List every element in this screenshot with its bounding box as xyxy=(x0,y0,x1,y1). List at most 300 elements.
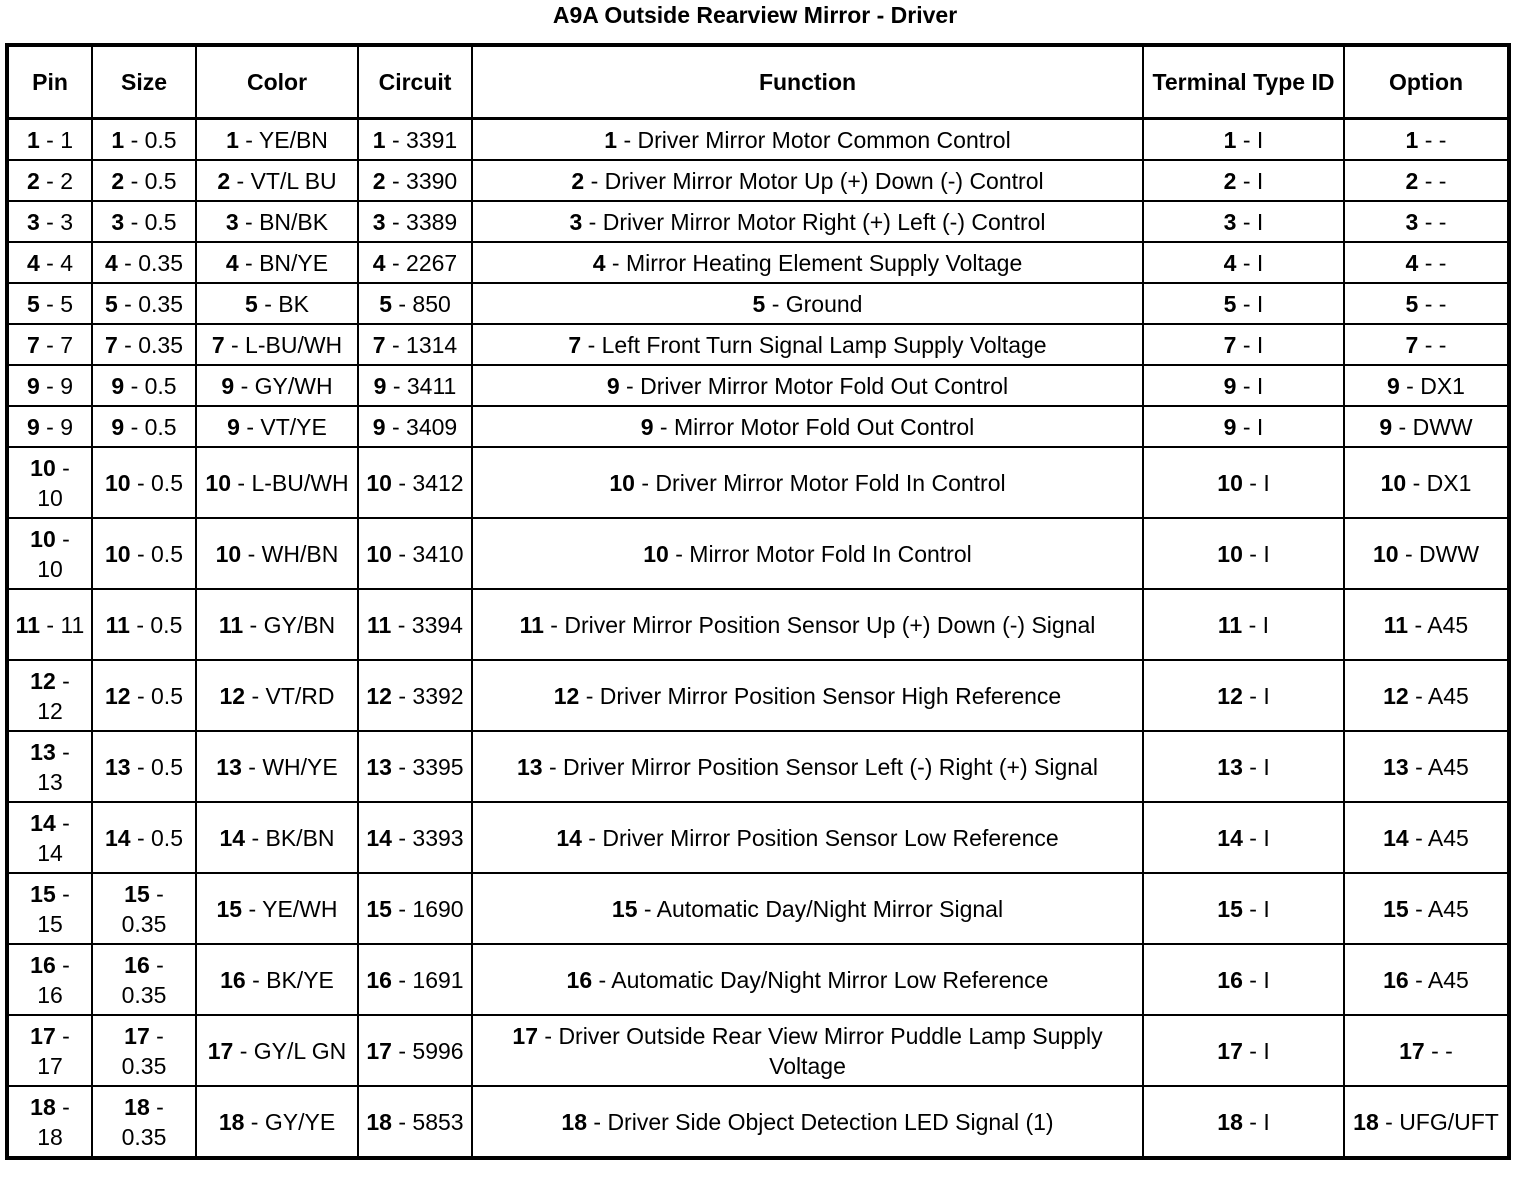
cell-pin-number: 10 xyxy=(30,454,56,481)
cell-option xyxy=(1344,873,1509,944)
cell-terminal-number: 15 xyxy=(1217,895,1243,922)
cell-size xyxy=(92,802,196,873)
cell-size-number: 9 xyxy=(111,372,125,399)
cell-size xyxy=(92,406,196,447)
cell-function xyxy=(472,324,1143,365)
cell-terminal xyxy=(1143,406,1344,447)
cell-option xyxy=(1344,1086,1509,1158)
cell-terminal-number: 17 xyxy=(1217,1037,1243,1064)
cell-function-value: - Mirror Motor Fold In Control xyxy=(668,540,972,567)
cell-function xyxy=(472,119,1143,161)
cell-size-number: 1 xyxy=(111,126,125,153)
cell-pin xyxy=(7,873,92,944)
cell-pin-value: - 13 xyxy=(37,738,70,795)
cell-pin-number: 15 xyxy=(30,880,56,907)
cell-size xyxy=(92,518,196,589)
cell-pin-number: 18 xyxy=(30,1093,56,1120)
cell-color-value: - WH/BN xyxy=(241,540,339,567)
cell-function-value: - Automatic Day/Night Mirror Low Reference xyxy=(592,966,1049,993)
cell-option-number: 16 xyxy=(1383,966,1409,993)
cell-function-number: 9 xyxy=(606,372,620,399)
cell-pin-value: - 1 xyxy=(39,126,74,153)
cell-function xyxy=(472,406,1143,447)
column-header-pin: Pin xyxy=(7,45,92,119)
cell-pin xyxy=(7,731,92,802)
table-row xyxy=(7,242,1509,283)
cell-size-number: 15 xyxy=(124,880,150,907)
cell-circuit-value: - 5853 xyxy=(391,1108,464,1135)
cell-terminal-value: - I xyxy=(1236,413,1264,440)
cell-size-value: - 0.5 xyxy=(130,540,183,567)
cell-option-number: 15 xyxy=(1383,895,1409,922)
cell-color xyxy=(196,447,358,518)
cell-terminal xyxy=(1143,518,1344,589)
cell-function-value: - Driver Mirror Motor Up (+) Down (-) Control xyxy=(584,167,1044,194)
cell-color-value: - GY/WH xyxy=(234,372,333,399)
cell-option-value: - - xyxy=(1418,126,1447,153)
cell-pin xyxy=(7,518,92,589)
cell-terminal xyxy=(1143,447,1344,518)
cell-pin-value: - 2 xyxy=(39,167,74,194)
cell-size-number: 18 xyxy=(124,1093,150,1120)
cell-function-value: - Driver Mirror Position Sensor Left (-) Right (+) Signal xyxy=(542,753,1098,780)
cell-terminal xyxy=(1143,589,1344,660)
cell-terminal-number: 14 xyxy=(1217,824,1243,851)
cell-option-number: 9 xyxy=(1387,372,1400,399)
cell-color xyxy=(196,365,358,406)
cell-color xyxy=(196,406,358,447)
cell-size-value: - 0.5 xyxy=(130,753,183,780)
cell-function-value: - Mirror Heating Element Supply Voltage xyxy=(605,249,1023,276)
cell-terminal xyxy=(1143,873,1344,944)
cell-color-value: - VT/RD xyxy=(245,682,335,709)
cell-terminal-number: 1 xyxy=(1223,126,1237,153)
cell-pin xyxy=(7,160,92,201)
cell-color xyxy=(196,160,358,201)
cell-size-value: - 0.5 xyxy=(124,167,177,194)
cell-pin xyxy=(7,1015,92,1086)
cell-option xyxy=(1344,447,1509,518)
cell-option-number: 18 xyxy=(1353,1108,1379,1135)
cell-circuit-value: - 3389 xyxy=(385,208,458,235)
cell-size-value: - 0.35 xyxy=(117,249,183,276)
cell-color-value: - VT/YE xyxy=(239,413,327,440)
cell-function-value: - Driver Mirror Position Sensor High Reference xyxy=(579,682,1062,709)
column-header-color: Color xyxy=(196,45,358,119)
cell-color-value: - BK xyxy=(257,290,309,317)
cell-pin xyxy=(7,944,92,1015)
cell-circuit-value: - 1691 xyxy=(391,966,464,993)
cell-pin-number: 17 xyxy=(30,1022,56,1049)
cell-terminal-value: - I xyxy=(1242,469,1270,496)
cell-option-number: 10 xyxy=(1380,469,1407,496)
cell-size-number: 13 xyxy=(104,753,131,780)
cell-size xyxy=(92,160,196,201)
cell-option-number: 10 xyxy=(1372,540,1399,567)
cell-function xyxy=(472,242,1143,283)
cell-circuit-number: 13 xyxy=(366,753,392,780)
cell-terminal-number: 9 xyxy=(1223,413,1237,440)
table-row xyxy=(7,660,1509,731)
cell-color xyxy=(196,1086,358,1158)
cell-option-number: 11 xyxy=(1383,611,1409,638)
cell-option xyxy=(1344,201,1509,242)
cell-function-number: 17 xyxy=(512,1022,538,1049)
cell-pin-value: - 12 xyxy=(37,667,70,724)
cell-pin xyxy=(7,1086,92,1158)
cell-color xyxy=(196,283,358,324)
cell-option xyxy=(1344,660,1509,731)
cell-function xyxy=(472,589,1143,660)
cell-circuit-number: 15 xyxy=(366,895,392,922)
cell-size xyxy=(92,873,196,944)
cell-pin-value: - 11 xyxy=(40,611,85,638)
cell-pin-number: 12 xyxy=(30,667,56,694)
cell-color xyxy=(196,324,358,365)
column-header-function: Function xyxy=(472,45,1143,119)
cell-circuit-value: - 3410 xyxy=(391,540,464,567)
cell-size-number: 3 xyxy=(111,208,125,235)
cell-function-number: 12 xyxy=(553,682,580,709)
cell-color-number: 5 xyxy=(245,290,258,317)
cell-circuit-number: 4 xyxy=(372,249,386,276)
table-row xyxy=(7,406,1509,447)
cell-color-value: - BN/YE xyxy=(238,249,329,276)
cell-size xyxy=(92,660,196,731)
cell-function-value: - Driver Mirror Motor Common Control xyxy=(617,126,1011,153)
cell-terminal xyxy=(1143,1086,1344,1158)
cell-option-value: - - xyxy=(1418,208,1447,235)
cell-circuit-number: 9 xyxy=(373,372,387,399)
cell-function xyxy=(472,160,1143,201)
cell-size-value: - 0.5 xyxy=(124,413,177,440)
cell-color-value: - WH/YE xyxy=(241,753,338,780)
table-row xyxy=(7,365,1509,406)
cell-function xyxy=(472,873,1143,944)
cell-pin-number: 9 xyxy=(26,372,40,399)
cell-function-value: - Driver Outside Rear View Mirror Puddle Lamp Supply Voltage xyxy=(538,1022,1103,1079)
cell-pin-number: 10 xyxy=(30,525,56,552)
cell-function-number: 18 xyxy=(561,1108,587,1135)
cell-pin-value: - 14 xyxy=(37,809,70,866)
cell-option-number: 1 xyxy=(1405,126,1419,153)
cell-terminal xyxy=(1143,324,1344,365)
cell-terminal-number: 9 xyxy=(1223,372,1237,399)
cell-size-value: - 0.35 xyxy=(117,290,183,317)
cell-option xyxy=(1344,324,1509,365)
cell-option xyxy=(1344,406,1509,447)
cell-function xyxy=(472,802,1143,873)
cell-color-number: 11 xyxy=(218,611,244,638)
cell-function-value: - Mirror Motor Fold Out Control xyxy=(653,413,975,440)
cell-size xyxy=(92,731,196,802)
cell-circuit xyxy=(358,873,472,944)
cell-color-number: 17 xyxy=(207,1037,234,1064)
cell-circuit-number: 10 xyxy=(366,540,392,567)
cell-circuit-number: 1 xyxy=(372,126,386,153)
cell-size-number: 14 xyxy=(104,824,131,851)
cell-size xyxy=(92,324,196,365)
cell-color-value: - VT/L BU xyxy=(230,167,337,194)
cell-terminal-value: - I xyxy=(1236,208,1264,235)
cell-function-number: 5 xyxy=(752,290,766,317)
cell-size-number: 10 xyxy=(104,540,131,567)
cell-color-value: - BK/YE xyxy=(245,966,334,993)
cell-function xyxy=(472,1015,1143,1086)
cell-function xyxy=(472,944,1143,1015)
cell-circuit-value: - 3393 xyxy=(391,824,464,851)
cell-option xyxy=(1344,802,1509,873)
cell-option xyxy=(1344,1015,1509,1086)
cell-function-number: 10 xyxy=(643,540,669,567)
cell-option-number: 9 xyxy=(1379,413,1393,440)
cell-color-value: - GY/L GN xyxy=(233,1037,347,1064)
cell-option xyxy=(1344,518,1509,589)
cell-size-value: - 0.35 xyxy=(121,1093,167,1150)
cell-terminal-value: - I xyxy=(1242,753,1270,780)
cell-color-number: 4 xyxy=(225,249,239,276)
cell-option xyxy=(1344,589,1509,660)
cell-size xyxy=(92,1015,196,1086)
table-row xyxy=(7,1086,1509,1158)
cell-option-number: 13 xyxy=(1383,753,1409,780)
cell-function-number: 9 xyxy=(640,413,654,440)
cell-terminal-value: - I xyxy=(1236,167,1264,194)
table-header-row xyxy=(7,45,1509,119)
table-row xyxy=(7,119,1509,161)
cell-terminal-number: 3 xyxy=(1223,208,1237,235)
cell-pin xyxy=(7,242,92,283)
cell-terminal-value: - I xyxy=(1242,611,1270,638)
cell-size-value: - 0.5 xyxy=(129,611,183,638)
cell-color-number: 2 xyxy=(217,167,231,194)
cell-function-value: - Left Front Turn Signal Lamp Supply Voltage xyxy=(581,331,1047,358)
cell-pin xyxy=(7,201,92,242)
cell-circuit xyxy=(358,201,472,242)
cell-pin-number: 1 xyxy=(26,126,40,153)
cell-option-value: - DX1 xyxy=(1406,469,1472,496)
cell-circuit-value: - 2267 xyxy=(385,249,458,276)
cell-pin-value: - 15 xyxy=(37,880,70,937)
cell-option xyxy=(1344,160,1509,201)
cell-circuit-number: 14 xyxy=(366,824,392,851)
cell-function-value: - Driver Side Object Detection LED Signal (1) xyxy=(587,1108,1054,1135)
cell-option xyxy=(1344,119,1509,161)
cell-terminal xyxy=(1143,365,1344,406)
cell-circuit xyxy=(358,731,472,802)
cell-size xyxy=(92,1086,196,1158)
cell-terminal-value: - I xyxy=(1242,824,1270,851)
cell-color-value: - YE/WH xyxy=(242,895,338,922)
cell-terminal-value: - I xyxy=(1236,290,1264,317)
cell-terminal-value: - I xyxy=(1242,540,1270,567)
cell-color-number: 9 xyxy=(227,413,240,440)
cell-function-value: - Driver Mirror Position Sensor Up (+) Down (-) Signal xyxy=(543,611,1096,638)
page-title: A9A Outside Rearview Mirror - Driver xyxy=(552,2,958,28)
cell-terminal-number: 13 xyxy=(1217,753,1243,780)
cell-terminal xyxy=(1143,119,1344,161)
cell-circuit-number: 9 xyxy=(372,413,386,440)
column-header-terminal-type-id: Terminal Type ID xyxy=(1143,45,1344,119)
cell-terminal-number: 10 xyxy=(1217,469,1243,496)
cell-pin xyxy=(7,447,92,518)
cell-terminal-number: 2 xyxy=(1223,167,1237,194)
cell-color-number: 16 xyxy=(220,966,246,993)
cell-option xyxy=(1344,944,1509,1015)
cell-size-number: 5 xyxy=(104,290,118,317)
cell-color xyxy=(196,201,358,242)
cell-option-value: - A45 xyxy=(1408,824,1469,851)
cell-circuit xyxy=(358,242,472,283)
cell-terminal-number: 11 xyxy=(1217,611,1243,638)
cell-size-value: - 0.5 xyxy=(130,824,183,851)
cell-option-number: 5 xyxy=(1405,290,1419,317)
cell-function-value: - Automatic Day/Night Mirror Signal xyxy=(637,895,1004,922)
cell-circuit-value: - 850 xyxy=(391,290,451,317)
cell-option-value: - - xyxy=(1418,167,1447,194)
cell-circuit xyxy=(358,447,472,518)
cell-color-number: 3 xyxy=(225,208,239,235)
cell-color-number: 10 xyxy=(205,469,232,496)
cell-pin-number: 7 xyxy=(26,331,40,358)
cell-option-value: - - xyxy=(1424,1037,1453,1064)
cell-pin-value: - 3 xyxy=(39,208,74,235)
cell-color-number: 7 xyxy=(211,331,225,358)
table-row xyxy=(7,324,1509,365)
cell-option-value: - - xyxy=(1418,249,1447,276)
cell-size-value: - 0.5 xyxy=(124,372,177,399)
cell-pin xyxy=(7,406,92,447)
cell-function-value: - Driver Mirror Position Sensor Low Reference xyxy=(581,824,1059,851)
cell-color-value: - GY/YE xyxy=(244,1108,336,1135)
cell-option-value: - A45 xyxy=(1408,611,1469,638)
cell-option-value: - A45 xyxy=(1408,753,1469,780)
cell-terminal-value: - I xyxy=(1242,1037,1270,1064)
cell-option-value: - UFG/UFT xyxy=(1378,1108,1499,1135)
cell-size-value: - 0.5 xyxy=(130,682,183,709)
cell-size-number: 9 xyxy=(111,413,125,440)
cell-color xyxy=(196,944,358,1015)
table-row xyxy=(7,201,1509,242)
cell-terminal xyxy=(1143,283,1344,324)
cell-color-value: - L-BU/WH xyxy=(224,331,343,358)
cell-size-number: 17 xyxy=(124,1022,150,1049)
table-row xyxy=(7,731,1509,802)
cell-function-number: 14 xyxy=(556,824,582,851)
cell-circuit xyxy=(358,802,472,873)
cell-size-number: 7 xyxy=(104,331,118,358)
cell-option-value: - A45 xyxy=(1408,966,1469,993)
cell-terminal xyxy=(1143,201,1344,242)
cell-size-value: - 0.5 xyxy=(130,469,183,496)
cell-size-number: 4 xyxy=(104,249,118,276)
cell-circuit-value: - 3395 xyxy=(391,753,464,780)
cell-circuit-value: - 1690 xyxy=(391,895,464,922)
cell-function-number: 3 xyxy=(569,208,583,235)
column-header-option: Option xyxy=(1344,45,1509,119)
cell-color xyxy=(196,802,358,873)
cell-function xyxy=(472,201,1143,242)
cell-color-number: 1 xyxy=(226,126,239,153)
cell-circuit-number: 17 xyxy=(366,1037,392,1064)
cell-size-number: 16 xyxy=(124,951,150,978)
cell-terminal-number: 16 xyxy=(1217,966,1243,993)
cell-color-value: - GY/BN xyxy=(243,611,336,638)
cell-size-value: - 0.35 xyxy=(121,951,167,1008)
cell-terminal xyxy=(1143,731,1344,802)
cell-function xyxy=(472,1086,1143,1158)
cell-circuit xyxy=(358,365,472,406)
cell-circuit-number: 18 xyxy=(366,1108,392,1135)
cell-circuit-value: - 3391 xyxy=(385,126,458,153)
cell-function xyxy=(472,447,1143,518)
cell-circuit-value: - 3392 xyxy=(391,682,464,709)
cell-pin-value: - 9 xyxy=(39,372,74,399)
cell-pin-number: 16 xyxy=(30,951,56,978)
cell-pin-value: - 16 xyxy=(37,951,70,1008)
cell-pin-number: 5 xyxy=(26,290,40,317)
cell-size-number: 2 xyxy=(111,167,125,194)
cell-function xyxy=(472,283,1143,324)
cell-color xyxy=(196,731,358,802)
cell-terminal-value: - I xyxy=(1242,895,1270,922)
cell-circuit-number: 5 xyxy=(379,290,392,317)
cell-function-number: 1 xyxy=(604,126,618,153)
cell-pin-value: - 10 xyxy=(37,525,70,582)
cell-color-number: 9 xyxy=(221,372,235,399)
cell-circuit-number: 11 xyxy=(367,611,392,638)
cell-circuit-number: 7 xyxy=(372,331,386,358)
cell-pin xyxy=(7,119,92,161)
cell-option-number: 17 xyxy=(1399,1037,1425,1064)
cell-circuit-value: - 3411 xyxy=(386,372,457,399)
cell-pin xyxy=(7,283,92,324)
cell-pin xyxy=(7,324,92,365)
cell-size xyxy=(92,447,196,518)
cell-color-number: 12 xyxy=(219,682,246,709)
cell-circuit xyxy=(358,283,472,324)
cell-circuit-number: 2 xyxy=(372,167,386,194)
cell-terminal-value: - I xyxy=(1236,126,1264,153)
cell-option-value: - A45 xyxy=(1408,895,1469,922)
cell-pin-value: - 18 xyxy=(37,1093,70,1150)
cell-color-value: - YE/BN xyxy=(238,126,328,153)
cell-option-number: 12 xyxy=(1383,682,1409,709)
cell-terminal xyxy=(1143,160,1344,201)
cell-circuit xyxy=(358,160,472,201)
cell-function-value: - Driver Mirror Motor Right (+) Left (-) Control xyxy=(582,208,1046,235)
cell-option-value: - - xyxy=(1418,331,1447,358)
cell-terminal-value: - I xyxy=(1236,331,1264,358)
cell-pin-value: - 4 xyxy=(39,249,74,276)
cell-option xyxy=(1344,731,1509,802)
cell-color xyxy=(196,1015,358,1086)
cell-size-value: - 0.5 xyxy=(124,208,177,235)
cell-color xyxy=(196,242,358,283)
cell-pin-number: 9 xyxy=(26,413,40,440)
cell-function-value: - Driver Mirror Motor Fold Out Control xyxy=(619,372,1009,399)
cell-pin xyxy=(7,365,92,406)
cell-terminal xyxy=(1143,1015,1344,1086)
cell-terminal-value: - I xyxy=(1242,1108,1270,1135)
cell-terminal xyxy=(1143,242,1344,283)
cell-color-number: 13 xyxy=(216,753,242,780)
cell-circuit-number: 3 xyxy=(372,208,386,235)
cell-terminal-number: 5 xyxy=(1223,290,1237,317)
cell-function-number: 11 xyxy=(519,611,544,638)
cell-option-value: - DWW xyxy=(1398,540,1480,567)
cell-circuit-number: 10 xyxy=(366,469,392,496)
